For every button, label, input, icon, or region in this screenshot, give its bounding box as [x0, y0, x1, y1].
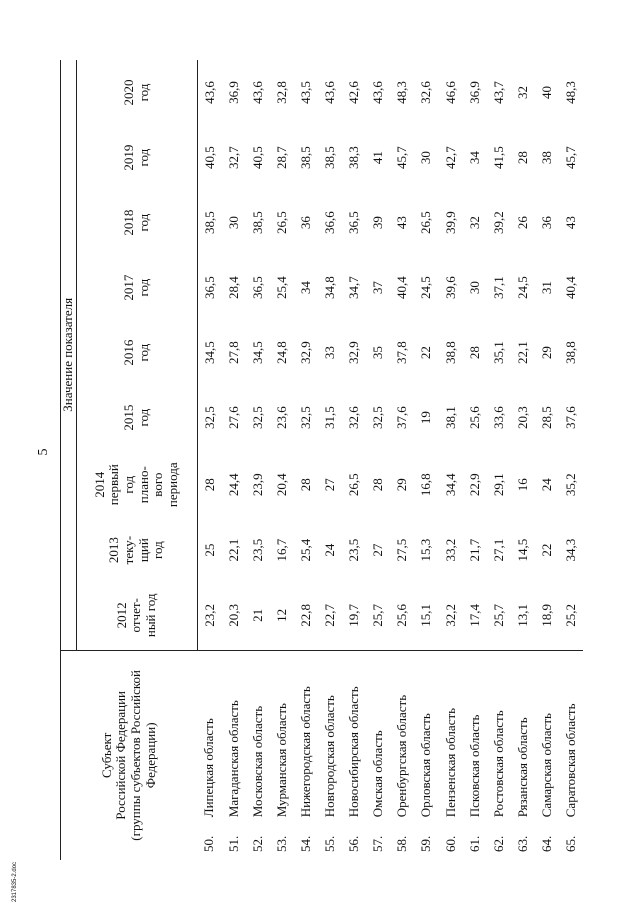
header-line: первый: [106, 464, 122, 506]
indicator-value: 22,9: [466, 473, 482, 497]
indicator-value: 41,5: [490, 146, 506, 169]
indicator-value: 43,6: [201, 81, 217, 104]
indicator-value: 43: [563, 216, 578, 230]
table-row: [318, 60, 342, 860]
indicator-value: 32,9: [297, 341, 313, 364]
indicator-value: 26: [514, 216, 530, 230]
indicator-value: 38,5: [201, 211, 217, 234]
header-line: год: [135, 408, 151, 427]
indicator-value: 22,1: [225, 538, 241, 562]
indicator-value: 43,6: [249, 81, 265, 104]
indicator-value: 21: [249, 608, 265, 622]
header-line: год: [135, 278, 151, 297]
row-number: 58.: [394, 835, 410, 852]
header-line: год: [135, 148, 151, 167]
table-row: [197, 60, 222, 860]
footer-document-code: 2317835-2.doc: [12, 861, 18, 902]
row-number: 61.: [466, 835, 482, 852]
indicator-value: 25,4: [297, 538, 313, 562]
indicator-value: 36,6: [322, 211, 338, 234]
indicator-value: 23,2: [201, 603, 217, 627]
indicator-value: 39,2: [490, 211, 506, 234]
indicator-value: 25,7: [370, 603, 386, 627]
indicator-value: 32: [514, 86, 530, 100]
indicator-value: 32,9: [346, 341, 362, 364]
indicator-value: 36,9: [466, 81, 482, 104]
indicator-value: 40,5: [201, 146, 217, 169]
indicator-value: 28: [466, 346, 482, 360]
indicator-value: 37: [370, 281, 386, 295]
indicator-value: 19,7: [346, 603, 362, 627]
subject-header-line: Российской Федерации: [113, 690, 129, 820]
table-row: [246, 60, 270, 860]
indicator-value: 16,8: [418, 473, 434, 497]
indicator-value: 28: [297, 478, 313, 492]
indicator-value: 24: [322, 543, 338, 557]
indicator-value: 43,5: [297, 81, 313, 104]
region-name: Московская область: [246, 650, 270, 823]
indicator-value: 37,1: [490, 276, 506, 299]
year-header-2012: [76, 581, 197, 650]
indicator-value: 13,1: [514, 603, 530, 627]
indicator-value: 25: [201, 543, 217, 557]
indicator-value: 31,5: [322, 406, 338, 429]
indicator-value: 39: [370, 216, 386, 230]
indicator-value: 33,6: [490, 406, 506, 429]
indicator-value: 29: [394, 478, 410, 492]
table-row: [463, 60, 487, 860]
indicator-value: 22: [538, 543, 554, 557]
header-line: 2014: [91, 471, 107, 498]
indicator-value: 28,7: [273, 146, 289, 169]
region-name: Саратовская область: [559, 650, 583, 823]
header-line: теку-: [121, 535, 136, 565]
indicator-value: 23,9: [249, 473, 265, 497]
indicator-value: 36,5: [249, 276, 265, 299]
region-name: Липецкая область: [197, 650, 222, 823]
subject-header-line: (группы субъектов Российской: [128, 669, 144, 841]
header-line: вого: [150, 472, 166, 497]
header-line: 2013: [106, 537, 122, 564]
table-row: [438, 60, 462, 860]
indicator-value: 32,5: [201, 406, 217, 429]
header-line: год: [135, 83, 151, 102]
header-line: плано-: [135, 466, 151, 504]
indicator-value: 34: [466, 151, 482, 165]
year-header-2020: [76, 60, 197, 125]
indicator-value: 15,1: [418, 603, 434, 627]
row-number: 56.: [346, 835, 362, 852]
indicator-value: 32,6: [418, 81, 434, 104]
indicator-value: 34,5: [201, 341, 217, 364]
indicator-value: 19: [418, 411, 434, 425]
region-name: Ростовская область: [487, 650, 511, 823]
indicator-value: 39,9: [442, 211, 458, 234]
table-row: [559, 60, 583, 860]
indicator-value: 21,7: [466, 538, 482, 562]
indicator-value: 38,5: [297, 146, 313, 169]
indicator-value: 34,8: [322, 276, 338, 299]
region-name: Псковская область: [463, 650, 487, 823]
indicator-value: 23,5: [249, 538, 265, 562]
row-number: 50.: [201, 835, 217, 852]
indicator-table: [60, 60, 583, 860]
indicator-value: 26,5: [418, 211, 434, 234]
indicator-value: 40,4: [563, 276, 578, 299]
indicator-value: 30: [466, 281, 482, 295]
indicator-value: 32,7: [225, 146, 241, 169]
indicator-value: 16: [514, 478, 530, 492]
header-line: год: [135, 213, 151, 232]
indicator-value: 32,5: [297, 406, 313, 429]
indicator-value: 37,6: [394, 406, 410, 429]
indicator-value: 35,2: [563, 473, 578, 497]
header-line: щий: [135, 538, 151, 563]
indicator-value: 28: [201, 478, 217, 492]
indicator-value: 38,8: [442, 341, 458, 364]
rotated-table-container: [60, 60, 620, 860]
indicator-value: 41: [370, 151, 386, 165]
header-line: 2015: [121, 404, 136, 431]
year-header-2013: [76, 519, 197, 581]
table-row: [366, 60, 390, 860]
indicator-value: 43,7: [490, 81, 506, 104]
year-header-2016: [76, 320, 197, 385]
indicator-value: 42,6: [346, 81, 362, 104]
indicator-value: 46,6: [442, 81, 458, 104]
indicator-value: 20,3: [514, 406, 530, 429]
indicator-value: 37,6: [563, 406, 578, 429]
indicator-value: 25,7: [490, 603, 506, 627]
indicator-value: 24,5: [514, 276, 530, 299]
indicator-value: 40,4: [394, 276, 410, 299]
region-name: Орловская область: [414, 650, 438, 823]
indicator-value: 24,8: [273, 341, 289, 364]
indicator-value: 38,3: [346, 146, 362, 169]
row-number: 60.: [442, 835, 458, 852]
indicator-value: 35: [370, 346, 386, 360]
indicator-value: 45,7: [394, 146, 410, 169]
indicator-value: 24: [538, 478, 554, 492]
subject-column-header: [61, 650, 198, 860]
indicator-value: 24,4: [225, 473, 241, 497]
indicator-value: 36: [297, 216, 313, 230]
indicator-value: 34,7: [346, 276, 362, 299]
header-line: периода: [164, 462, 180, 508]
indicator-value: 27,1: [490, 538, 506, 562]
indicator-value: 30: [418, 151, 434, 165]
row-number: 51.: [225, 835, 241, 852]
region-name: Пензенская область: [438, 650, 462, 823]
indicator-value: 36,5: [201, 276, 217, 299]
region-name: Омская область: [366, 650, 390, 823]
indicator-value: 33: [322, 346, 338, 360]
header-line: 2020: [121, 79, 136, 106]
indicator-value: 28,5: [538, 406, 554, 429]
row-number: 62.: [490, 835, 506, 852]
header-line: год: [121, 475, 136, 494]
table-row: [270, 60, 294, 860]
table-row: [390, 60, 414, 860]
indicator-value: 34,5: [249, 341, 265, 364]
indicator-value: 37,8: [394, 341, 410, 364]
indicator-value: 34,3: [563, 538, 578, 562]
indicator-value: 43,6: [370, 81, 386, 104]
table-row: [294, 60, 318, 860]
indicator-value: 32,6: [346, 406, 362, 429]
row-number: 59.: [418, 835, 434, 852]
indicator-value: 32,5: [370, 406, 386, 429]
year-header-2019: [76, 125, 197, 190]
indicator-value: 36,9: [225, 81, 241, 104]
year-header-2015: [76, 385, 197, 450]
row-number: 65.: [563, 835, 578, 852]
indicator-value: 42,7: [442, 146, 458, 169]
indicator-value: 38,8: [563, 341, 578, 364]
region-name: Самарская область: [535, 650, 559, 823]
region-name: Новосибирская область: [342, 650, 366, 823]
indicator-value: 40: [538, 86, 554, 100]
indicator-value: 27,6: [225, 406, 241, 429]
indicator-value: 25,6: [466, 406, 482, 429]
region-name: Новгородская область: [318, 650, 342, 823]
table-row: [535, 60, 559, 860]
region-name: Оренбургская область: [390, 650, 414, 823]
indicator-value: 32,8: [273, 81, 289, 104]
indicator-value: 48,3: [394, 81, 410, 104]
indicator-value: 43: [394, 216, 410, 230]
region-name: Мурманская область: [270, 650, 294, 823]
page-number: 5: [36, 448, 51, 456]
indicator-value: 31: [538, 281, 554, 295]
indicator-value: 48,3: [563, 81, 578, 104]
header-line: 2017: [121, 274, 136, 301]
year-header-2018: [76, 190, 197, 255]
row-number: 52.: [249, 835, 265, 852]
header-line: отчет-: [128, 598, 144, 633]
table-row: [414, 60, 438, 860]
indicator-value: 43,6: [322, 81, 338, 104]
table-row: [342, 60, 366, 860]
indicator-value: 36,5: [346, 211, 362, 234]
row-number: 63.: [514, 835, 530, 852]
indicator-value: 25,6: [394, 603, 410, 627]
indicator-value: 34,4: [442, 473, 458, 497]
indicator-value: 27,5: [394, 538, 410, 562]
indicator-value: 22,1: [514, 341, 530, 364]
indicator-value: 26,5: [346, 473, 362, 497]
indicator-group-header: Значение показателя: [61, 60, 77, 650]
indicator-value: 28: [514, 151, 530, 165]
header-line: 2016: [121, 339, 136, 366]
table-row: [487, 60, 511, 860]
table-body: [197, 60, 583, 860]
indicator-value: 33,2: [442, 538, 458, 562]
indicator-value: 38,1: [442, 406, 458, 429]
indicator-value: 12: [273, 608, 289, 622]
indicator-value: 38: [538, 151, 554, 165]
indicator-value: 39,6: [442, 276, 458, 299]
header-line: год: [150, 541, 166, 560]
indicator-value: 45,7: [563, 146, 578, 169]
indicator-value: 32: [466, 216, 482, 230]
indicator-value: 17,4: [466, 603, 482, 627]
indicator-value: 22: [418, 346, 434, 360]
year-header-2017: [76, 255, 197, 320]
table-row: [222, 60, 246, 860]
indicator-value: 16,7: [273, 538, 289, 562]
row-number: 64.: [538, 835, 554, 852]
indicator-value: 34: [297, 281, 313, 295]
indicator-value: 28,4: [225, 276, 241, 299]
header-line: 2012: [113, 602, 129, 629]
indicator-value: 14,5: [514, 538, 530, 562]
indicator-value: 38,5: [249, 211, 265, 234]
indicator-value: 20,4: [273, 473, 289, 497]
indicator-value: 27: [322, 478, 338, 492]
subject-header-line: Субъект: [98, 732, 114, 778]
region-name: Магаданская область: [222, 650, 246, 823]
indicator-value: 18,9: [538, 603, 554, 627]
indicator-value: 30: [225, 216, 241, 230]
header-line: 2018: [121, 209, 136, 236]
indicator-value: 32,2: [442, 603, 458, 627]
row-number: 53.: [273, 835, 289, 852]
indicator-value: 25,4: [273, 276, 289, 299]
row-number: 55.: [322, 835, 338, 852]
indicator-value: 26,5: [273, 211, 289, 234]
header-line: 2019: [121, 144, 136, 171]
indicator-value: 28: [370, 478, 386, 492]
row-number: 54.: [297, 835, 313, 852]
indicator-value: 27: [370, 543, 386, 557]
indicator-value: 29: [538, 346, 554, 360]
indicator-value: 23,5: [346, 538, 362, 562]
indicator-value: 22,8: [297, 603, 313, 627]
header-line: год: [135, 343, 151, 362]
indicator-value: 22,7: [322, 603, 338, 627]
row-number: 57.: [370, 835, 386, 852]
indicator-value: 40,5: [249, 146, 265, 169]
indicator-value: 24,5: [418, 276, 434, 299]
indicator-value: 32,5: [249, 406, 265, 429]
indicator-value: 15,3: [418, 538, 434, 562]
indicator-value: 35,1: [490, 341, 506, 364]
table-row: [511, 60, 535, 860]
indicator-value: 23,6: [273, 406, 289, 429]
region-name: Рязанская область: [511, 650, 535, 823]
header-line: ный год: [142, 593, 158, 638]
indicator-value: 27,8: [225, 341, 241, 364]
indicator-value: 29,1: [490, 473, 506, 497]
indicator-value: 38,5: [322, 146, 338, 169]
year-header-2014: [76, 450, 197, 519]
subject-header-line: Федерации): [142, 722, 158, 789]
indicator-value: 25,2: [563, 603, 578, 627]
region-name: Нижегородская область: [294, 650, 318, 823]
indicator-value: 20,3: [225, 603, 241, 627]
indicator-value: 36: [538, 216, 554, 230]
